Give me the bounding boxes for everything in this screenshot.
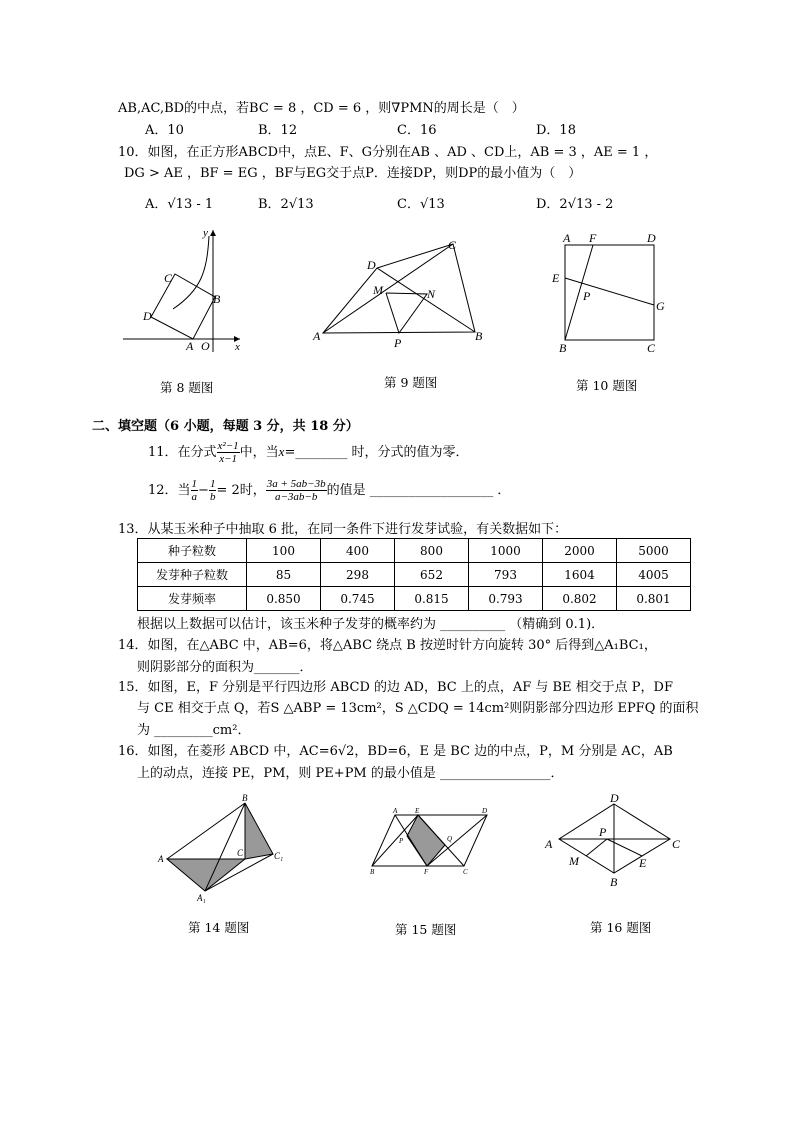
- table-cell: 4005: [617, 563, 691, 587]
- q11-denominator: x−1: [219, 453, 237, 465]
- fig16-label-p: P: [599, 825, 607, 839]
- fig15-label-f: F: [424, 868, 429, 876]
- table-cell: 0.793: [469, 587, 543, 611]
- fig10-label-b: B: [559, 341, 567, 355]
- table-cell: 0.801: [617, 587, 691, 611]
- question-15-line1: 15．如图，E，F 分别是平行四边形 ABCD 的边 AD，BC 上的点，AF 与 BE 相交于点 P，DF: [118, 680, 673, 695]
- fig16-label-m: M: [569, 854, 579, 868]
- fig16-label-d: D: [610, 791, 619, 805]
- figure-16: [540, 790, 685, 890]
- question-14-line1: 14．如图，在△ABC 中，AB=6，将△ABC 绕点 B 按逆时针方向旋转 30° 后得到△A₁BC₁，: [118, 638, 657, 653]
- fig15-label-d: D: [482, 807, 488, 815]
- fig9-label-c: C: [448, 238, 457, 252]
- q12-frac1: [191, 478, 199, 503]
- fig16-caption: 第 16 题图: [590, 920, 652, 935]
- fig9-label-b: B: [475, 329, 483, 343]
- fig10-label-g: G: [656, 299, 665, 313]
- question-16-line1: 16．如图，在菱形 ABCD 中，AC=6√2，BD=6，E 是 BC 边的中点，P，M 分别是 AC，AB: [118, 744, 673, 759]
- q10-option-a: A．√13 - 1: [145, 197, 214, 212]
- table-cell: 5000: [617, 539, 691, 563]
- question-11: [148, 440, 468, 465]
- table-cell: 发芽频率: [138, 587, 247, 611]
- q11-suffix: =________ 时，分式的值为零．: [284, 445, 469, 460]
- figure-8: [115, 222, 250, 357]
- table-cell: 2000: [543, 539, 617, 563]
- q12-frac1-num: 1: [191, 478, 198, 490]
- question-10-line2: DG > AE ，BF = EG ，BF与EG交于点P．连接DP，则DP的最小值为（ ）: [124, 166, 582, 181]
- table-cell: 793: [469, 563, 543, 587]
- question-12: [148, 478, 510, 503]
- fig8-label-d: D: [143, 309, 152, 323]
- q9-option-a: A．10: [145, 123, 184, 138]
- q11-var: x: [278, 444, 285, 459]
- q12-expr: [266, 478, 327, 503]
- fig9-label-p: P: [394, 336, 402, 350]
- question-10-line1: 10．如图，在正方形ABCD中，点E、F、G分别在AB 、AD 、CD上，AB = 3 ，AE = 1 ，: [118, 145, 658, 160]
- q12-suffix: 的值是 ___________________ ．: [326, 483, 511, 498]
- fig16-label-a: A: [545, 837, 553, 851]
- table-cell: 发芽种子粒数: [138, 563, 247, 587]
- fig14-label-c: C: [237, 848, 244, 858]
- question-15-line3: 为 _________cm²．: [137, 723, 251, 738]
- question-13-after: 根据以上数据可以估计，该玉米种子发芽的概率约为 __________ （精确到 0.1)．: [137, 617, 605, 632]
- table-row: [138, 539, 691, 563]
- q11-fraction: [217, 440, 240, 465]
- fig10-label-a: A: [563, 231, 571, 245]
- q12-expr-num: 3a + 5ab−3b: [266, 478, 326, 490]
- q11-middle: 中，当: [239, 445, 279, 460]
- q13-data-table: [137, 538, 691, 611]
- fig14-label-c1: C₁: [274, 851, 284, 861]
- fig9-caption: 第 9 题图: [384, 375, 438, 390]
- fig15-caption: 第 15 题图: [395, 922, 457, 937]
- q12-expr-den: a−3ab−b: [275, 491, 318, 503]
- fig16-label-e: E: [639, 856, 647, 870]
- table-cell: 种子粒数: [138, 539, 247, 563]
- table-row: [138, 563, 691, 587]
- fig10-label-f: F: [589, 231, 597, 245]
- fig15-label-q: Q: [447, 835, 453, 843]
- fig8-label-c: C: [164, 271, 173, 285]
- table-cell: 0.815: [395, 587, 469, 611]
- q12-frac2-num: 1: [209, 478, 216, 490]
- fig14-label-a: A: [158, 854, 164, 864]
- fig15-label-e: E: [415, 807, 420, 815]
- figure-15: [365, 803, 495, 878]
- fig15-label-p: P: [399, 837, 404, 845]
- q12-frac2-den: b: [209, 491, 216, 503]
- fig16-label-c: C: [672, 837, 681, 851]
- q12-condition: = 2时，: [216, 483, 266, 498]
- q12-minus: −: [198, 483, 209, 498]
- fig8-label-o: O: [201, 339, 210, 353]
- table-cell: 85: [247, 563, 321, 587]
- question-13-intro: 13．从某玉米种子中抽取 6 批，在同一条件下进行发芽试验，有关数据如下：: [118, 522, 568, 537]
- q12-frac1-den: a: [191, 491, 198, 503]
- question-15-line2: 与 CE 相交于点 Q，若S △ABP = 13cm²，S △CDQ = 14cm²则阴影部分四边形 EPFQ 的面积: [137, 701, 699, 716]
- figure-14: [155, 793, 290, 905]
- table-cell: 652: [395, 563, 469, 587]
- q11-numerator: x²−1: [217, 440, 239, 452]
- q9-option-b: B．12: [258, 123, 298, 138]
- figure-10: [545, 228, 675, 358]
- fig15-label-c: C: [463, 868, 468, 876]
- q10-option-b: B．2√13: [258, 197, 314, 212]
- q10-option-d: D．2√13 - 2: [536, 197, 614, 212]
- table-cell: 800: [395, 539, 469, 563]
- fig16-label-b: B: [610, 875, 618, 889]
- fig8-label-y: y: [203, 227, 208, 239]
- q9-option-d: D．18: [536, 123, 576, 138]
- section-heading: 二、填空题（6 小题，每题 3 分，共 18 分）: [92, 419, 359, 434]
- table-cell: 0.802: [543, 587, 617, 611]
- fig8-caption: 第 8 题图: [160, 380, 214, 395]
- fig10-label-c: C: [647, 341, 656, 355]
- q10-option-c: C．√13: [397, 197, 445, 212]
- question-9-text: AB,AC,BD的中点，若BC = 8 ，CD = 6 ，则∇PMN的周长是（ ）: [118, 101, 525, 116]
- q12-prefix: 12．当: [148, 483, 191, 498]
- figure-9: [305, 232, 495, 352]
- fig9-label-a: A: [313, 329, 321, 343]
- fig10-label-p: P: [583, 289, 591, 303]
- table-cell: 1604: [543, 563, 617, 587]
- table-cell: 1000: [469, 539, 543, 563]
- table-cell: 0.745: [321, 587, 395, 611]
- fig9-label-d: D: [367, 258, 376, 272]
- fig14-label-a1: A₁: [197, 893, 206, 903]
- q11-prefix: 11．在分式: [148, 445, 217, 460]
- table-cell: 0.850: [247, 587, 321, 611]
- table-cell: 400: [321, 539, 395, 563]
- fig9-label-m: M: [373, 283, 383, 297]
- fig10-caption: 第 10 题图: [576, 378, 638, 393]
- fig15-label-a: A: [393, 807, 398, 815]
- table-row: [138, 587, 691, 611]
- table-cell: 100: [247, 539, 321, 563]
- fig8-label-x: x: [235, 341, 240, 353]
- fig9-label-n: N: [427, 287, 436, 301]
- fig10-label-e: E: [552, 271, 560, 285]
- fig8-label-a: A: [186, 339, 194, 353]
- question-14-line2: 则阴影部分的面积为_______．: [137, 660, 313, 675]
- fig8-label-b: B: [213, 292, 221, 306]
- fig14-caption: 第 14 题图: [188, 920, 250, 935]
- fig14-label-b: B: [242, 793, 248, 803]
- question-16-line2: 上的动点，连接 PE，PM，则 PE+PM 的最小值是 _________________．: [137, 766, 564, 781]
- fig15-label-b: B: [370, 868, 375, 876]
- fig10-label-d: D: [647, 231, 656, 245]
- table-cell: 298: [321, 563, 395, 587]
- q9-option-c: C．16: [397, 123, 437, 138]
